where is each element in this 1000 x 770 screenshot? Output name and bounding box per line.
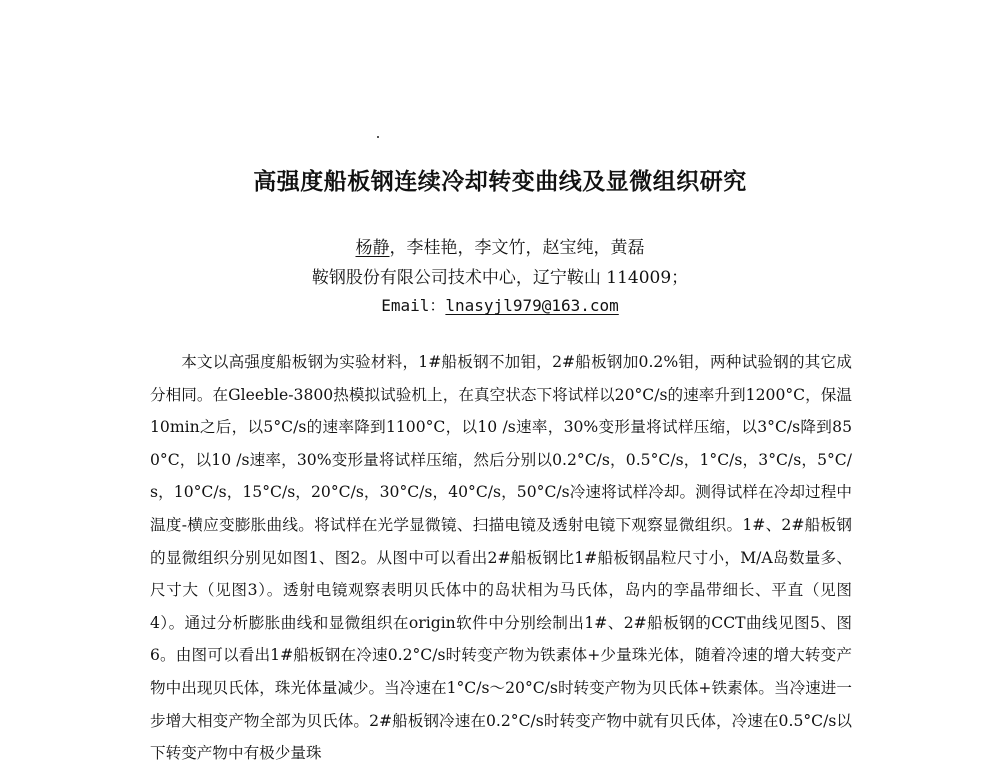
scan-speck [377, 136, 379, 138]
first-author: 杨静 [355, 238, 390, 258]
email-line [0, 294, 1000, 318]
other-authors: 李桂艳，李文竹，赵宝纯，黄磊 [406, 238, 645, 258]
author-line [0, 236, 1000, 260]
author-separator: ， [389, 238, 407, 258]
affiliation: 鞍钢股份有限公司技术中心，辽宁鞍山 114009； [311, 268, 689, 288]
email-label: Email： [381, 296, 446, 315]
abstract-body: 本文以高强度船板钢为实验材料，1#船板钢不加钼，2#船板钢加0.2%钼，两种试验钢的其它成分相同。在Gleeble-3800热模拟试验机上，在真空状态下将试样以20°C/s的速率升到1200°C，保温10min之后，以5°C/s的速率降到1100°C，以10 /s速率，30%变形量将试样压缩，以3°C/s降到850°C，以10 /s速率，30%变形量将试样压缩，然后分别以0.2°C/s，0.5°C/s，1°C/s，3°C/s，5°C/s，10°C/s，15°C/s，20°C/s，30°C/s，40°C/s，50°C/s冷速将试样冷却。测得试样在冷却过程中温度-横应变膨胀曲线。将试样在光学显微镜、扫描电镜及透射电镜下观察显微组织。1#、2#船板钢的显微组织分别见如图1、图2。从图中可以看出2#船板钢比1#船板钢晶粒尺寸小，M/A岛数量多、尺寸大（见图3）。透射电镜观察表明贝氏体中的岛状相为马氏体，岛内的孪晶带细长、平直（见图4）。通过分析膨胀曲线和显微组织在origin软件中分别绘制出1#、2#船板钢的CCT曲线见图5、图6。由图可以看出1#船板钢在冷速0.2°C/s时转变产物为铁素体+少量珠光体，随着冷速的增大转变产物中出现贝氏体，珠光体量减少。当冷速在1°C/s～20°C/s时转变产物为贝氏体+铁素体。当冷速进一步增大相变产物全部为贝氏体。2#船板钢冷速在0.2°C/s时转变产物中就有贝氏体，冷速在0.5°C/s以下转变产物中有极少量珠 [150, 353, 852, 763]
paper-title: 高强度船板钢连续冷却转变曲线及显微组织研究 [253, 169, 747, 195]
email-address[interactable]: lnasyjl979@163.com [445, 296, 619, 315]
